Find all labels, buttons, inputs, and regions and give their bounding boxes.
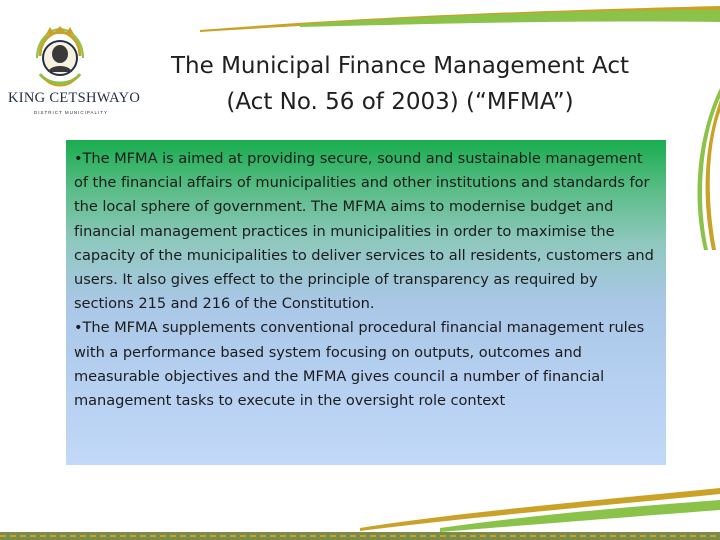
bullet-paragraph-1: •The MFMA is aimed at providing secure, sound and sustainable management of the financial affairs of municipalities and other institutions and standards for the local sphere of government. The MFMA aims to modernise budget and financial management practices in municipalities in order to maximise the capacity of the municipalities to deliver services to all residents, customers and users. It also gives effect to the principle of transparency as required by sections 215 and 216 of the Constitution.: [74, 150, 654, 313]
slide-title: [140, 48, 660, 120]
logo: [8, 26, 141, 126]
logo-subtitle: DISTRICT MUNICIPALITY: [33, 110, 109, 115]
title-line-2: (Act No. 56 of 2003) (“MFMA”): [226, 89, 574, 115]
logo-name: KING CETSHWAYO: [8, 90, 141, 106]
title-line-1: The Municipal Finance Management Act: [170, 53, 630, 79]
content-box: [66, 140, 666, 465]
king-portrait-crest-icon: [32, 26, 88, 90]
bullet-paragraph-2: •The MFMA supplements conventional procedural financial management rules with a performance based system focusing on outputs, outcomes and measurable objectives and the MFMA gives council a number of financial management tasks to execute in the oversight role context: [74, 319, 645, 410]
